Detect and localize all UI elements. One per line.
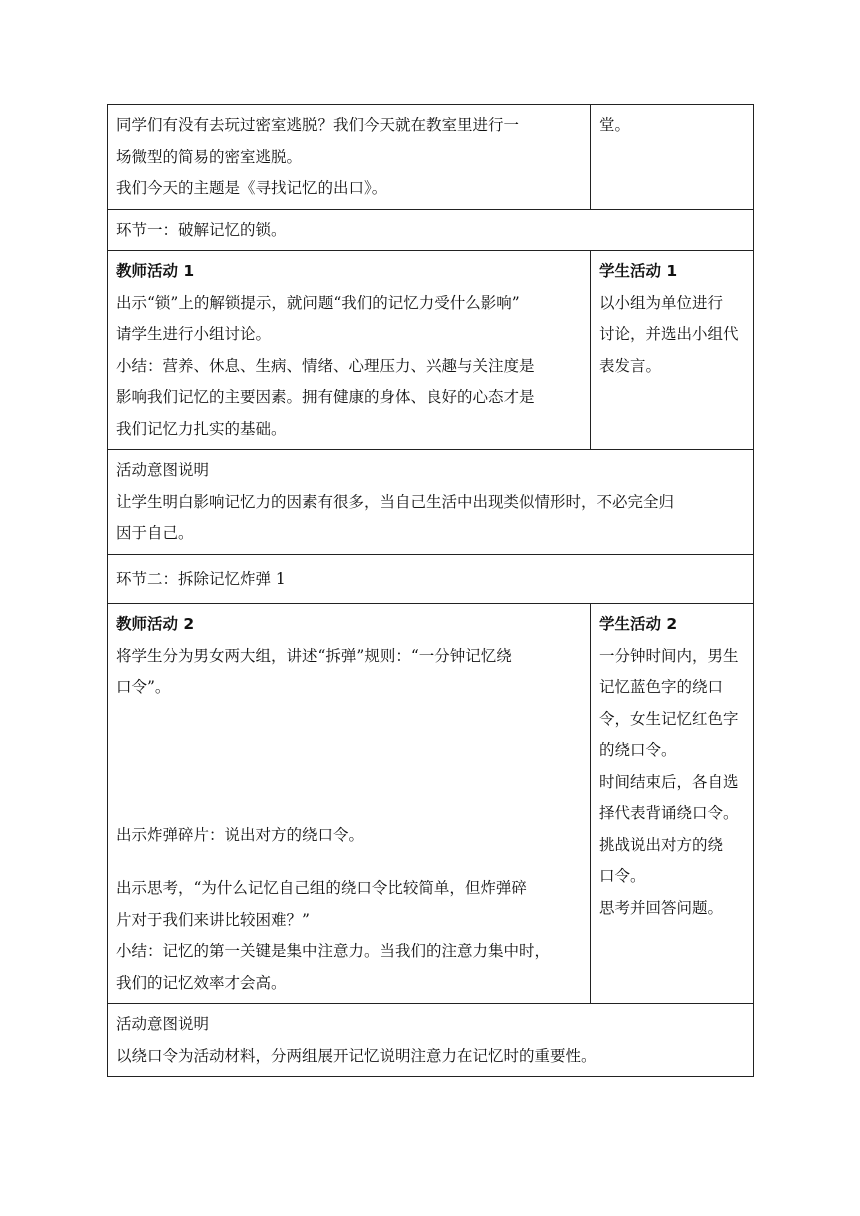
section1-title-row <box>108 209 754 251</box>
intro-line: 我们今天的主题是《寻找记忆的出口》。 <box>116 179 388 197</box>
section2-student-line: 令，女生记忆红色字 <box>599 709 739 728</box>
section1-teacher-line: 小结：营养、休息、生病、情绪、心理压力、兴趣与关注度是 <box>116 356 535 375</box>
intro-row <box>108 105 754 210</box>
section2-activity-row <box>108 604 754 1004</box>
section1-teacher-cell <box>108 251 591 450</box>
intro-line: 同学们有没有去玩过密室逃脱？我们今天就在教室里进行一 <box>116 116 520 134</box>
section1-teacher-line: 请学生进行小组讨论。 <box>116 325 272 343</box>
section1-student-line: 讨论，并选出小组代 <box>599 325 739 343</box>
section1-teacher-line: 出示“锁”上的解锁提示，就问题“我们的记忆力受什么影响” <box>116 293 520 312</box>
section2-title-row <box>108 554 754 604</box>
section2-student-line: 择代表背诵绕口令。 <box>599 804 739 822</box>
section1-title: 环节一：破解记忆的锁。 <box>116 220 287 239</box>
section1-student-line: 表发言。 <box>599 356 662 375</box>
section1-intent-line: 让学生明白影响记忆力的因素有很多，当自己生活中出现类似情形时，不必完全归 <box>116 492 675 511</box>
section1-student-line: 以小组为单位进行 <box>599 293 724 312</box>
section1-intent-row <box>108 450 754 555</box>
section2-intent-row <box>108 1004 754 1077</box>
intro-teacher-cell <box>108 105 591 210</box>
section2-intent-line: 以绕口令为活动材料，分两组展开记忆说明注意力在记忆时的重要性。 <box>116 1046 597 1065</box>
section1-student-cell <box>591 251 754 450</box>
section2-intent-heading: 活动意图说明 <box>116 1015 210 1033</box>
section1-student-heading: 学生活动 1 <box>599 262 678 280</box>
section1-teacher-heading: 教师活动 1 <box>116 262 195 280</box>
section2-teacher-line: 小结：记忆的第一关键是集中注意力。当我们的注意力集中时， <box>116 942 551 960</box>
section2-student-line: 记忆蓝色字的绕口 <box>599 678 724 696</box>
section2-student-cell <box>591 604 754 1004</box>
section1-intent-line: 因于自己。 <box>116 524 194 542</box>
section1-activity-row <box>108 251 754 450</box>
section2-student-heading: 学生活动 2 <box>599 615 678 633</box>
section2-student-line: 一分钟时间内，男生 <box>599 646 739 665</box>
intro-student-text: 堂。 <box>599 116 631 134</box>
section2-teacher-line: 我们的记忆效率才会高。 <box>116 973 287 992</box>
section2-student-line: 思考并回答问题。 <box>599 898 724 917</box>
section2-student-line: 口令。 <box>599 867 646 885</box>
section2-teacher-line: 口令”。 <box>116 678 171 696</box>
section1-teacher-line: 影响我们记忆的主要因素。拥有健康的身体、良好的心态才是 <box>116 388 535 406</box>
section2-student-line: 的绕口令。 <box>599 741 677 759</box>
section2-teacher-line: 出示思考，“为什么记忆自己组的绕口令比较简单，但炸弹碎 <box>116 879 527 897</box>
section1-intent-heading: 活动意图说明 <box>116 461 210 479</box>
intro-line: 场微型的简易的密室逃脱。 <box>116 147 303 166</box>
lesson-plan-table <box>107 104 754 1077</box>
intro-student-cell <box>591 105 754 210</box>
section2-teacher-line: 将学生分为男女两大组，讲述“拆弹”规则：“一分钟记忆绕 <box>116 646 512 665</box>
section2-title: 环节二：拆除记忆炸弹 1 <box>116 569 286 588</box>
section1-teacher-line: 我们记忆力扎实的基础。 <box>116 419 287 438</box>
section2-student-line: 时间结束后，各自选 <box>599 772 739 791</box>
section2-teacher-cell <box>108 604 591 1004</box>
section2-student-line: 挑战说出对方的绕 <box>599 835 724 854</box>
section2-teacher-line: 出示炸弹碎片：说出对方的绕口令。 <box>116 825 365 844</box>
section2-teacher-line: 片对于我们来讲比较困难？” <box>116 910 310 929</box>
section2-teacher-heading: 教师活动 2 <box>116 615 195 633</box>
